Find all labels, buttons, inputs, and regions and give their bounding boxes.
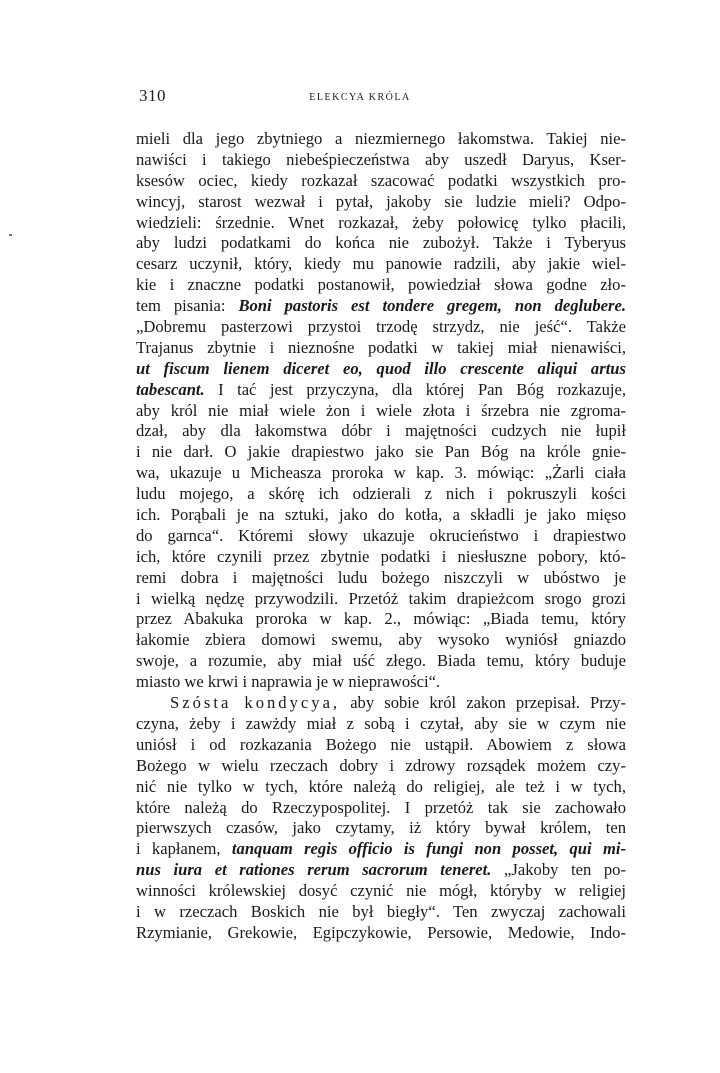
- text-segment: wiedzieli: śrzednie. Wnet rozkazał, żeby połowicę tylko płacili,: [136, 212, 626, 232]
- text-line: [136, 275, 626, 296]
- text-line: [136, 818, 626, 839]
- text-line: [136, 526, 626, 547]
- text-line: [136, 609, 626, 630]
- text-line: [136, 630, 626, 651]
- text-segment: ich, które czynili przez zbytnie podatki i niesłuszne pobory, któ-: [136, 546, 626, 566]
- text-segment: Trajanus zbytnie i nieznośne podatki w takiej miał nienawiści,: [136, 337, 626, 357]
- text-line: [136, 150, 626, 171]
- margin-mark: [9, 234, 12, 236]
- text-line: [136, 213, 626, 234]
- text-line: [136, 881, 626, 902]
- text-segment: nić nie tylko w tych, które należą do religiej, ale też i w tych,: [136, 776, 626, 796]
- text-segment: pierwszych czasów, jako czytamy, iż który bywał królem, ten: [136, 818, 626, 838]
- text-line: [136, 777, 626, 798]
- text-segment: aby król nie miał wiele żon i wiele złota i śrzebra nie zgroma-: [136, 400, 626, 420]
- text-line: [136, 672, 626, 693]
- text-segment: I tać jest przyczyna, dla której Pan Bóg rozkazuje,: [204, 379, 626, 399]
- text-segment: Rzymianie, Grekowie, Egipczykowie, Persowie, Medowie, Indo-: [136, 922, 626, 942]
- text-segment: winności królewskiej dosyć czynić nie mógł, któryby w religiej: [136, 881, 626, 901]
- text-segment: „Dobremu pasterzowi przystoi trzodę strzydz, nie jeść“. Także: [136, 317, 626, 337]
- text-segment: ksesów ociec, kiedy rozkazał szacować podatki wszystkich pro-: [136, 170, 626, 190]
- text-segment: aby sobie król zakon przepisał. Przy-: [340, 693, 626, 713]
- text-line: [136, 233, 626, 254]
- text-line: [136, 338, 626, 359]
- text-line: [136, 421, 626, 442]
- running-title: ELEKCYA KRÓLA: [309, 92, 411, 103]
- text-line: [136, 401, 626, 422]
- text-segment: i wielką nędzę przywodzili. Przetóż takim drapieżcom srogo grozi: [136, 588, 626, 608]
- text-segment: miasto we krwi i naprawia je w nieprawości“.: [136, 672, 441, 692]
- latin-quote-segment: nus iura et rationes rerum sacrorum teneret.: [136, 860, 492, 880]
- text-line: [136, 839, 626, 860]
- spaced-heading-segment: Szósta kondycya,: [170, 693, 341, 713]
- text-line: [136, 484, 626, 505]
- text-segment: mieli dla jego zbytniego a niezmiernego łakomstwa. Takiej nie-: [136, 129, 626, 148]
- text-line: [136, 756, 626, 777]
- text-line: [136, 505, 626, 526]
- text-segment: i w rzeczach Boskich nie był biegły“. Ten zwyczaj zachowali: [136, 901, 626, 921]
- page-number: 310: [139, 86, 166, 105]
- text-segment: nawiści i takiego niebeśpieczeństwa aby uszedł Daryus, Kser-: [136, 149, 626, 169]
- text-segment: Bożego w wielu rzeczach dobry i zdrowy rozsądek możem czy-: [136, 755, 626, 775]
- text-line: [136, 902, 626, 923]
- text-line: [136, 651, 626, 672]
- text-line: [136, 254, 626, 275]
- text-line: [136, 860, 626, 881]
- text-line: [136, 129, 626, 150]
- text-segment: kie i znaczne podatki postanowił, powiedział słowa godne zło-: [136, 275, 626, 295]
- text-line: [136, 171, 626, 192]
- text-segment: ludu mojego, a skórę ich odzierali z nich i pokruszyli kości: [136, 484, 626, 504]
- text-segment: i kapłanem,: [136, 839, 232, 859]
- text-segment: uniósł i od rozkazania Bożego nie ustąpił. Abowiem z słowa: [136, 734, 626, 754]
- text-line: [136, 359, 626, 380]
- text-line: [136, 798, 626, 819]
- text-line: [136, 442, 626, 463]
- text-line: [136, 568, 626, 589]
- text-line: [136, 463, 626, 484]
- text-segment: aby ludzi podatkami do końca nie zubożył. Także i Tyberyus: [136, 233, 626, 253]
- text-segment: które należą do Rzeczypospolitej. I przetóż tak sie zachowało: [136, 797, 626, 817]
- text-segment: tem pisania:: [136, 296, 239, 316]
- text-segment: wincyj, starost wezwał i pytał, jakoby sie ludzie mieli? Odpo-: [136, 191, 626, 211]
- text-line: [136, 380, 626, 401]
- latin-quote-segment: ut fiscum lienem diceret eo, quod illo crescente aliqui artus: [136, 358, 626, 378]
- body-text: [136, 129, 626, 944]
- text-segment: do garnca“. Któremi słowy ukazuje okrucieństwo i drapiestwo: [136, 525, 626, 545]
- text-line: [136, 589, 626, 610]
- text-line: [136, 693, 626, 714]
- text-line: [136, 923, 626, 944]
- text-line: [136, 714, 626, 735]
- text-line: [136, 317, 626, 338]
- text-segment: wa, ukazuje u Micheasza proroka w kap. 3. mówiąc: „Żarli ciała: [136, 463, 626, 483]
- text-segment: dzał, aby dla łakomstwa dóbr i majętności cudzych nie łupił: [136, 421, 626, 441]
- text-line: [136, 296, 626, 317]
- text-line: [136, 192, 626, 213]
- text-segment: swoje, a rozumie, aby miał uść złego. Biada temu, który buduje: [136, 651, 626, 671]
- text-segment: i nie darł. O jakie drapiestwo jako sie Pan Bóg na króle gnie-: [136, 442, 626, 462]
- text-segment: czyna, żeby i zawżdy miał z sobą i czytał, aby sie w czym nie: [136, 713, 626, 733]
- text-segment: ich. Porąbali je na sztuki, jako do kotła, a składli je jako mięso: [136, 505, 626, 525]
- latin-quote-segment: Boni pastoris est tondere gregem, non deglubere.: [238, 296, 627, 316]
- text-segment: cesarz uczynił, który, kiedy mu panowie radzili, aby jakie wiel-: [136, 254, 626, 274]
- text-line: [136, 547, 626, 568]
- text-segment: łakomie zbiera domowi swemu, aby wysoko wyniósł gniazdo: [136, 630, 626, 650]
- text-segment: „Jakoby ten po-: [491, 860, 626, 880]
- text-segment: przez Abakuka proroka w kap. 2., mówiąc: „Biada temu, który: [136, 609, 626, 629]
- latin-quote-segment: tabescant.: [136, 379, 205, 399]
- text-segment: remi dobra i majętności ludu bożego niszczyli w ubóstwo je: [136, 567, 626, 587]
- text-line: [136, 735, 626, 756]
- latin-quote-segment: tanquam regis officio is fungi non posset, qui mi-: [231, 839, 626, 859]
